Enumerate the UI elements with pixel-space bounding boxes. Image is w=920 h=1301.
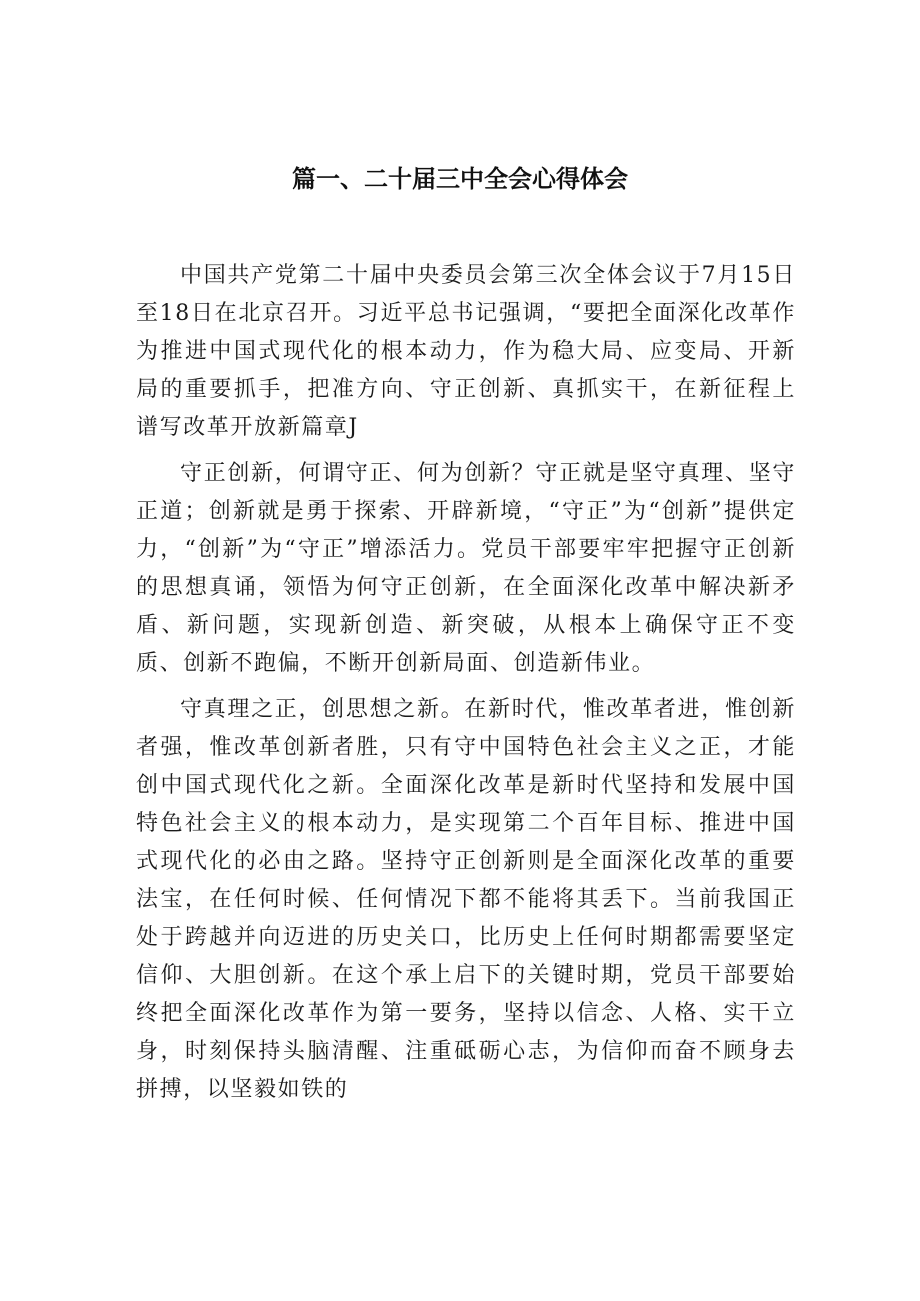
paragraph-2: 守正创新，何谓守正、何为创新？守正就是坚守真理、坚守正道；创新就是勇于探索、开辟新境，“守正”为“创新”提供定力，“创新”为“守正”增添活力。党员干部要牢牢把握守正创新的思想真诵，领悟为何守正创新，在全面深化改革中解决新矛盾、新问题，实现新创造、新突破，从根本上确保守正不变质、创新不跑偏，不断开创新局面、创造新伟业。 xyxy=(136,461,796,676)
document-body xyxy=(136,257,796,1117)
paragraph-3: 守真理之正，创思想之新。在新时代，惟改革者进，惟创新者强，惟改革创新者胜，只有守中国特色社会主义之正，才能创中国式现代化之新。全面深化改革是新时代坚持和发展中国特色社会主义的根本动力，是实现第二个百年目标、推进中国式现代化的必由之路。坚持守正创新则是全面深化改革的重要法宝，在任何时候、任何情况下都不能将其丢下。当前我国正处于跨越并向迈进的历史关口，比历史上任何时期都需要坚定信仰、大胆创新。在这个承上启下的关键时期，党员干部要始终把全面深化改革作为第一要务，坚持以信念、人格、实干立身，时刻保持头脑清醒、注重砥砺心志，为信仰而奋不顾身去拼搏，以坚毅如铁的 xyxy=(136,697,796,1102)
paragraph-1: 中国共产党第二十届中央委员会第三次全体会议于7月15日至18日在北京召开。习近平总书记强调，“要把全面深化改革作为推进中国式现代化的根本动力，作为稳大局、应变局、开新局的重要抓手，把准方向、守正创新、真抓实干，在新征程上谱写改革开放新篇章J xyxy=(136,263,796,440)
document-title: 篇一、二十届三中全会心得体会 xyxy=(292,165,628,193)
